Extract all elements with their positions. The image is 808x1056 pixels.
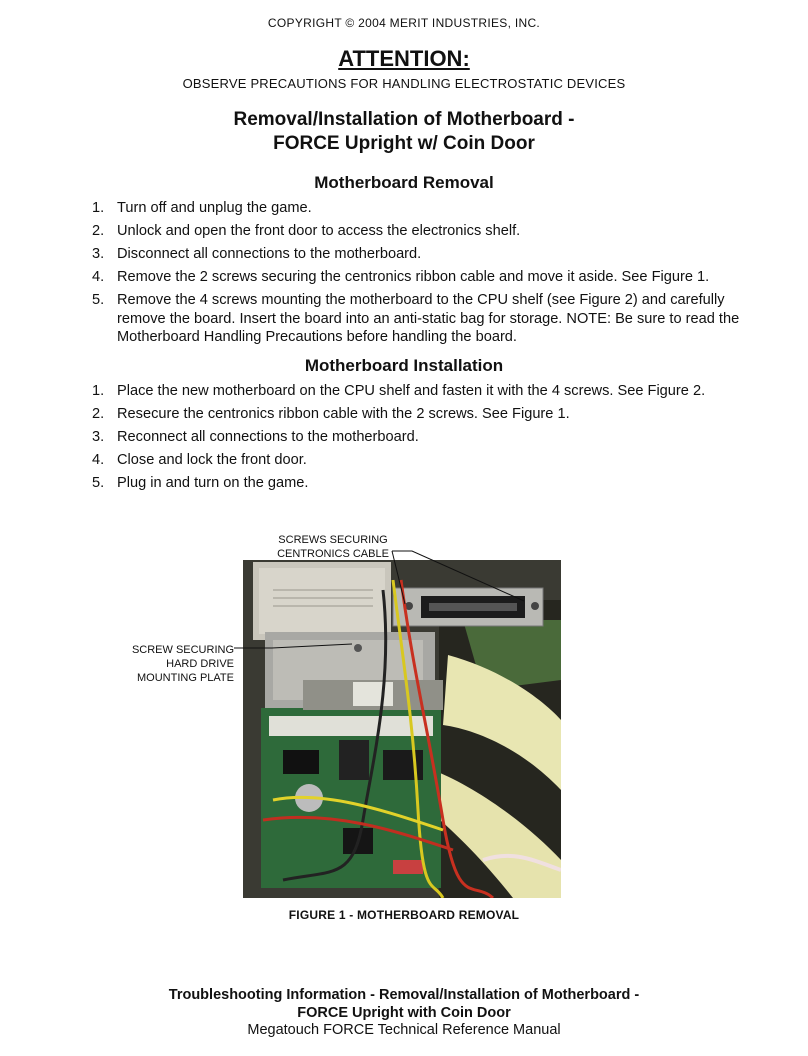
- footer-title: Troubleshooting Information - Removal/Installation of Motherboard - FORCE Upright with Coin Door: [168, 987, 640, 1021]
- esd-warning: OBSERVE PRECAUTIONS FOR HANDLING ELECTROSTATIC DEVICES: [182, 76, 626, 91]
- list-item: 3. Disconnect all connections to the motherboard.: [92, 246, 422, 262]
- removal-heading: Motherboard Removal: [314, 173, 494, 192]
- list-item: 4. Close and lock the front door.: [92, 452, 307, 468]
- list-item: 1. Turn off and unplug the game.: [92, 200, 312, 216]
- list-item: 1. Place the new motherboard on the CPU shelf and fasten it with the 4 screws. See Figure 2.: [92, 383, 706, 399]
- list-item: 3. Reconnect all connections to the motherboard.: [92, 429, 419, 445]
- list-item: 5. Plug in and turn on the game.: [92, 475, 309, 491]
- callout-hard-drive-screw: SCREW SECURING HARD DRIVE MOUNTING PLATE: [131, 644, 234, 684]
- copyright-notice: COPYRIGHT © 2004 MERIT INDUSTRIES, INC.: [267, 16, 541, 30]
- figure-caption: FIGURE 1 - MOTHERBOARD REMOVAL: [288, 908, 520, 922]
- installation-heading: Motherboard Installation: [304, 356, 504, 375]
- footer-manual-name: Megatouch FORCE Technical Reference Manual: [247, 1022, 561, 1038]
- attention-heading: ATTENTION:: [338, 46, 470, 71]
- list-item: 2. Unlock and open the front door to access the electronics shelf.: [92, 223, 521, 239]
- list-item: 2. Resecure the centronics ribbon cable with the 2 screws. See Figure 1.: [92, 406, 570, 422]
- document-title-line1: Removal/Installation of Motherboard -: [233, 109, 575, 130]
- document-title-line2: FORCE Upright w/ Coin Door: [273, 133, 535, 154]
- callout-centronics-screws: SCREWS SECURING CENTRONICS CABLE: [277, 534, 389, 560]
- list-item: 5. Remove the 4 screws mounting the motherboard to the CPU shelf (see Figure 2) and carefully remove the board. Insert the board into an anti-static bag for storage. NOTE: Be sure to read the Motherboard Handling Precautions before handling the board.: [92, 292, 740, 345]
- list-item: 4. Remove the 2 screws securing the centronics ribbon cable and move it aside. See Figure 1.: [92, 269, 710, 285]
